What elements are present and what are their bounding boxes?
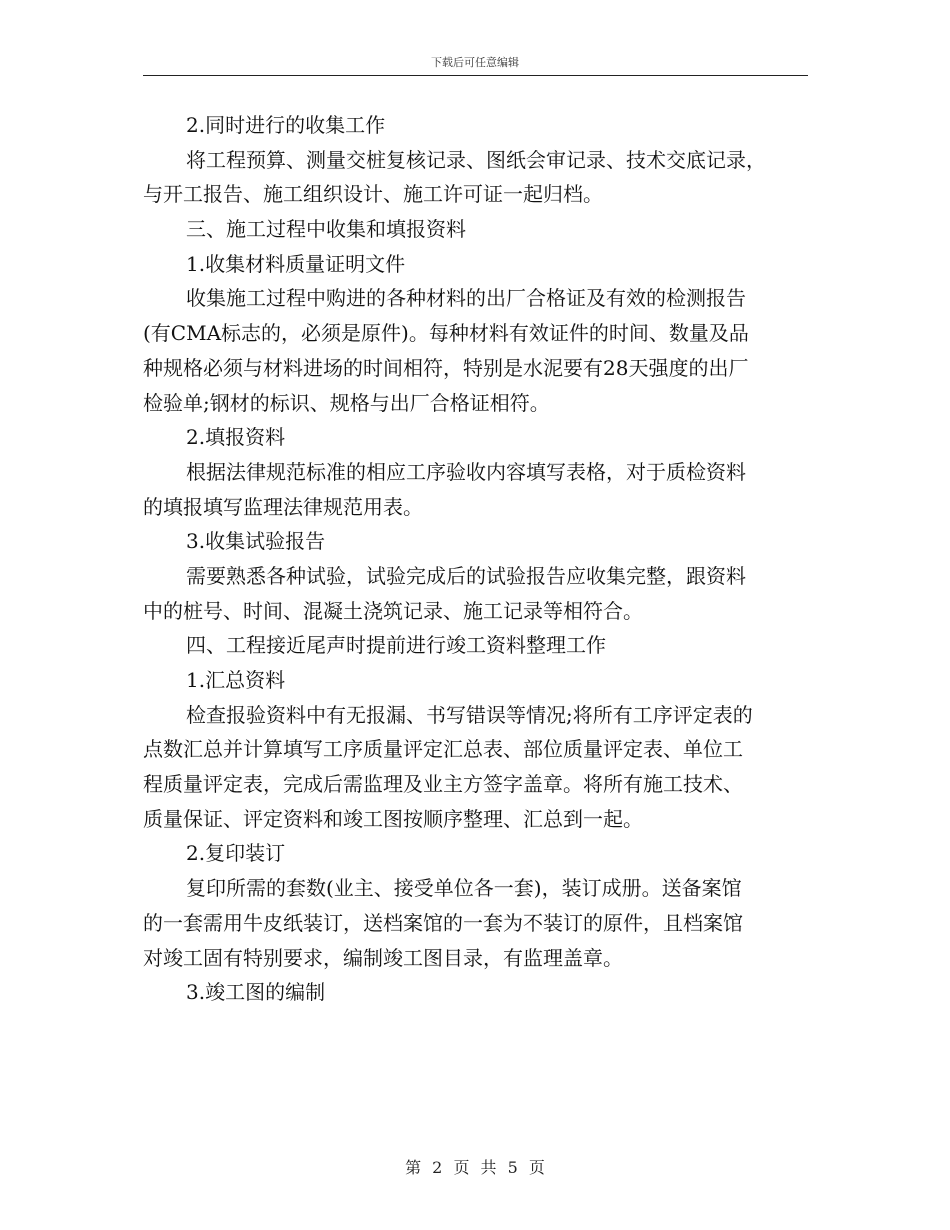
- header-divider: [143, 75, 808, 76]
- paragraph-line: 点数汇总并计算填写工序质量评定汇总表、部位质量评定表、单位工: [143, 737, 743, 762]
- paragraph-line: 与开工报告、施工组织设计、施工许可证一起归档。: [143, 182, 603, 207]
- section-heading: 四、工程接近尾声时提前进行竣工资料整理工作: [186, 633, 606, 658]
- paragraph-line: 3.竣工图的编制: [186, 980, 326, 1005]
- paragraph-line: 收集施工过程中购进的各种材料的出厂合格证及有效的检测报告: [186, 286, 746, 311]
- paragraph-line: 的一套需用牛皮纸装订，送档案馆的一套为不装订的原件，且档案馆: [143, 910, 743, 935]
- paragraph-line: 复印所需的套数(业主、接受单位各一套)，装订成册。送备案馆: [186, 876, 742, 901]
- paragraph-line: 3.收集试验报告: [186, 529, 326, 554]
- paragraph-line: 检查报验资料中有无报漏、书写错误等情况;将所有工序评定表的: [186, 702, 753, 727]
- paragraph-line: 2.同时进行的收集工作: [186, 113, 386, 137]
- page-number: 第 2 页 共 5 页: [405, 1158, 545, 1177]
- paragraph-line: 检验单;钢材的标识、规格与出厂合格证相符。: [143, 390, 550, 415]
- paragraph-line: 需要熟悉各种试验，试验完成后的试验报告应收集完整，跟资料: [186, 563, 746, 588]
- paragraph-line: 将工程预算、测量交桩复核记录、图纸会审记录、技术交底记录，: [186, 147, 766, 172]
- paragraph-line: 2.填报资料: [186, 425, 286, 450]
- paragraph-line: (有CMA标志的，必须是原件)。每种材料有效证件的时间、数量及品: [143, 321, 749, 346]
- paragraph-line: 种规格必须与材料进场的时间相符，特别是水泥要有28天强度的出厂: [143, 355, 749, 380]
- paragraph-line: 的填报填写监理法律规范用表。: [143, 494, 423, 519]
- paragraph-line: 质量保证、评定资料和竣工图按顺序整理、汇总到一起。: [143, 806, 643, 831]
- page-header: 下载后可任意编辑: [431, 56, 519, 69]
- paragraph-line: 根据法律规范标准的相应工序验收内容填写表格，对于质检资料: [186, 459, 746, 484]
- section-heading: 三、施工过程中收集和填报资料: [186, 217, 466, 242]
- paragraph-line: 1.收集材料质量证明文件: [186, 251, 406, 276]
- paragraph-line: 程质量评定表，完成后需监理及业主方签字盖章。将所有施工技术、: [143, 772, 743, 797]
- paragraph-line: 1.汇总资料: [186, 668, 286, 692]
- document-body: [143, 108, 811, 1010]
- paragraph-line: 2.复印装订: [186, 841, 286, 866]
- paragraph-line: 中的桩号、时间、混凝土浇筑记录、施工记录等相符合。: [143, 598, 643, 623]
- paragraph-line: 对竣工固有特别要求，编制竣工图目录，有监理盖章。: [143, 945, 623, 970]
